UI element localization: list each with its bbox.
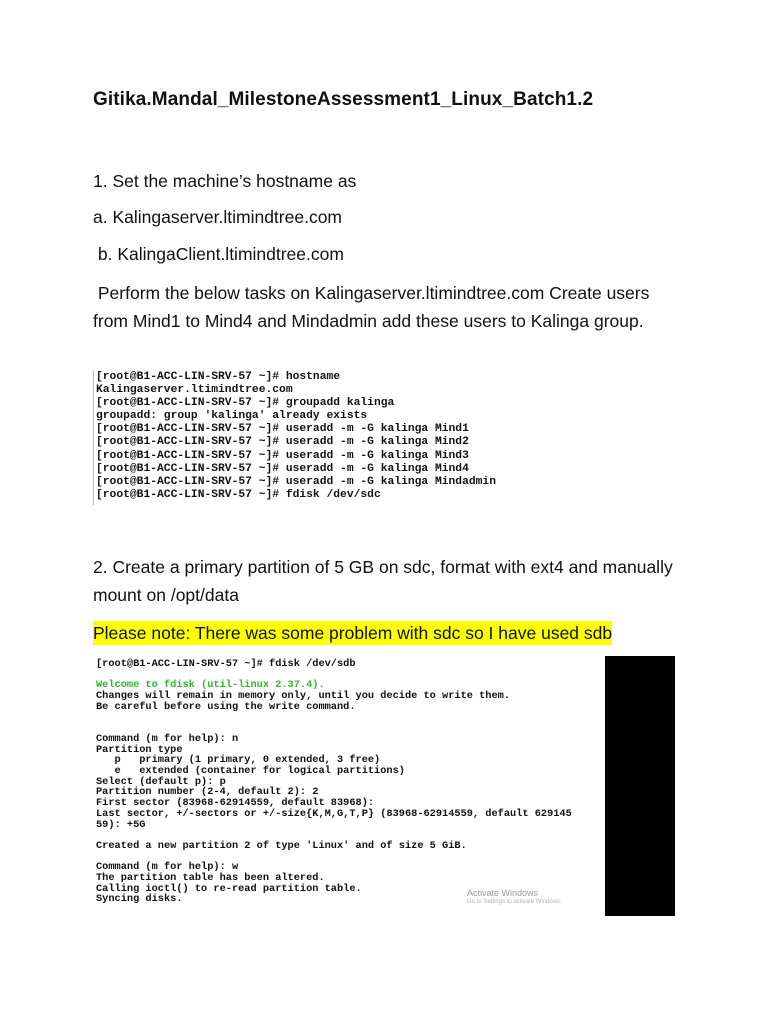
terminal-line: Kalingaserver.ltimindtree.com: [96, 384, 293, 397]
terminal-line: Command (m for help): w: [96, 861, 239, 874]
terminal-line: 59): +5G: [96, 818, 146, 831]
terminal-line: [root@B1-ACC-LIN-SRV-57 ~]# fdisk /dev/sdc: [96, 488, 381, 501]
question-1-intro: 1. Set the machine’s hostname as: [93, 171, 357, 191]
fdisk-welcome: Welcome to fdisk (util-linux 2.37.4).: [96, 679, 325, 692]
terminal-line: Partition number (2-4, default 2): 2: [96, 786, 319, 799]
terminal-line: groupadd: group 'kalinga' already exists: [96, 410, 368, 423]
terminal-line: Changes will remain in memory only, until you decide to write them.: [96, 690, 511, 703]
terminal-line: Created a new partition 2 of type 'Linux' and of size 5 GiB.: [96, 839, 467, 852]
document-title: Gitika.Mandal_MilestoneAssessment1_Linux_Batch1.2: [93, 89, 594, 110]
terminal-line: [root@B1-ACC-LIN-SRV-57 ~]# hostname: [96, 371, 341, 383]
terminal-line: Calling ioctl() to re-read partition table.: [96, 882, 362, 895]
terminal-line: The partition table has been altered.: [96, 871, 325, 884]
activate-windows-subtext: Go to Settings to activate Windows.: [467, 899, 562, 905]
terminal-line: [root@B1-ACC-LIN-SRV-57 ~]# fdisk /dev/sdb: [96, 658, 356, 670]
terminal-line: p primary (1 primary, 0 extended, 3 free): [96, 754, 381, 767]
terminal-line: [root@B1-ACC-LIN-SRV-57 ~]# groupadd kalinga: [96, 397, 395, 410]
terminal-screenshot-1: [93, 370, 550, 505]
terminal-line: Be careful before using the write command.: [96, 700, 356, 713]
terminal-line: [root@B1-ACC-LIN-SRV-57 ~]# useradd -m -G kalinga Mind3: [96, 449, 469, 462]
terminal-line: Last sector, +/-sectors or +/-size{K,M,G,T,P} (83968-62914559, default 629145: [96, 807, 572, 820]
terminal-line: Select (default p): p: [96, 775, 226, 788]
terminal-line: Partition type: [96, 743, 183, 756]
note-line: [93, 620, 683, 648]
hostname-client: b. KalingaClient.ltimindtree.com: [93, 244, 344, 264]
hostname-server: a. Kalingaserver.ltimindtree.com: [93, 207, 342, 227]
terminal-line: [root@B1-ACC-LIN-SRV-57 ~]# useradd -m -G kalinga Mind4: [96, 462, 469, 475]
terminal-line: Syncing disks.: [96, 893, 183, 906]
terminal-line: [root@B1-ACC-LIN-SRV-57 ~]# useradd -m -G kalinga Mind1: [96, 423, 469, 436]
terminal-line: [root@B1-ACC-LIN-SRV-57 ~]# useradd -m -G kalinga Mind2: [96, 436, 469, 449]
terminal-screenshot-2: [93, 656, 675, 916]
activate-windows-watermark: Activate Windows: [467, 888, 539, 898]
question-1-tasks: Perform the below tasks on Kalingaserver.ltimindtree.com Create users from Mind1 to Mind4 and Mindadmin add these users to Kalinga group.: [93, 283, 655, 331]
black-sidebar: [605, 656, 675, 916]
terminal-line: e extended (container for logical partitions): [96, 764, 405, 777]
terminal-line: Command (m for help): n: [96, 732, 239, 745]
terminal-line: First sector (83968-62914559, default 83968):: [96, 797, 375, 810]
terminal-line: [root@B1-ACC-LIN-SRV-57 ~]# useradd -m -G kalinga Mindadmin: [96, 475, 496, 488]
question-2-text: 2. Create a primary partition of 5 GB on sdc, format with ext4 and manually mount on /opt/data: [93, 557, 678, 605]
highlighted-note: Please note: There was some problem with sdc so I have used sdb: [93, 623, 613, 643]
